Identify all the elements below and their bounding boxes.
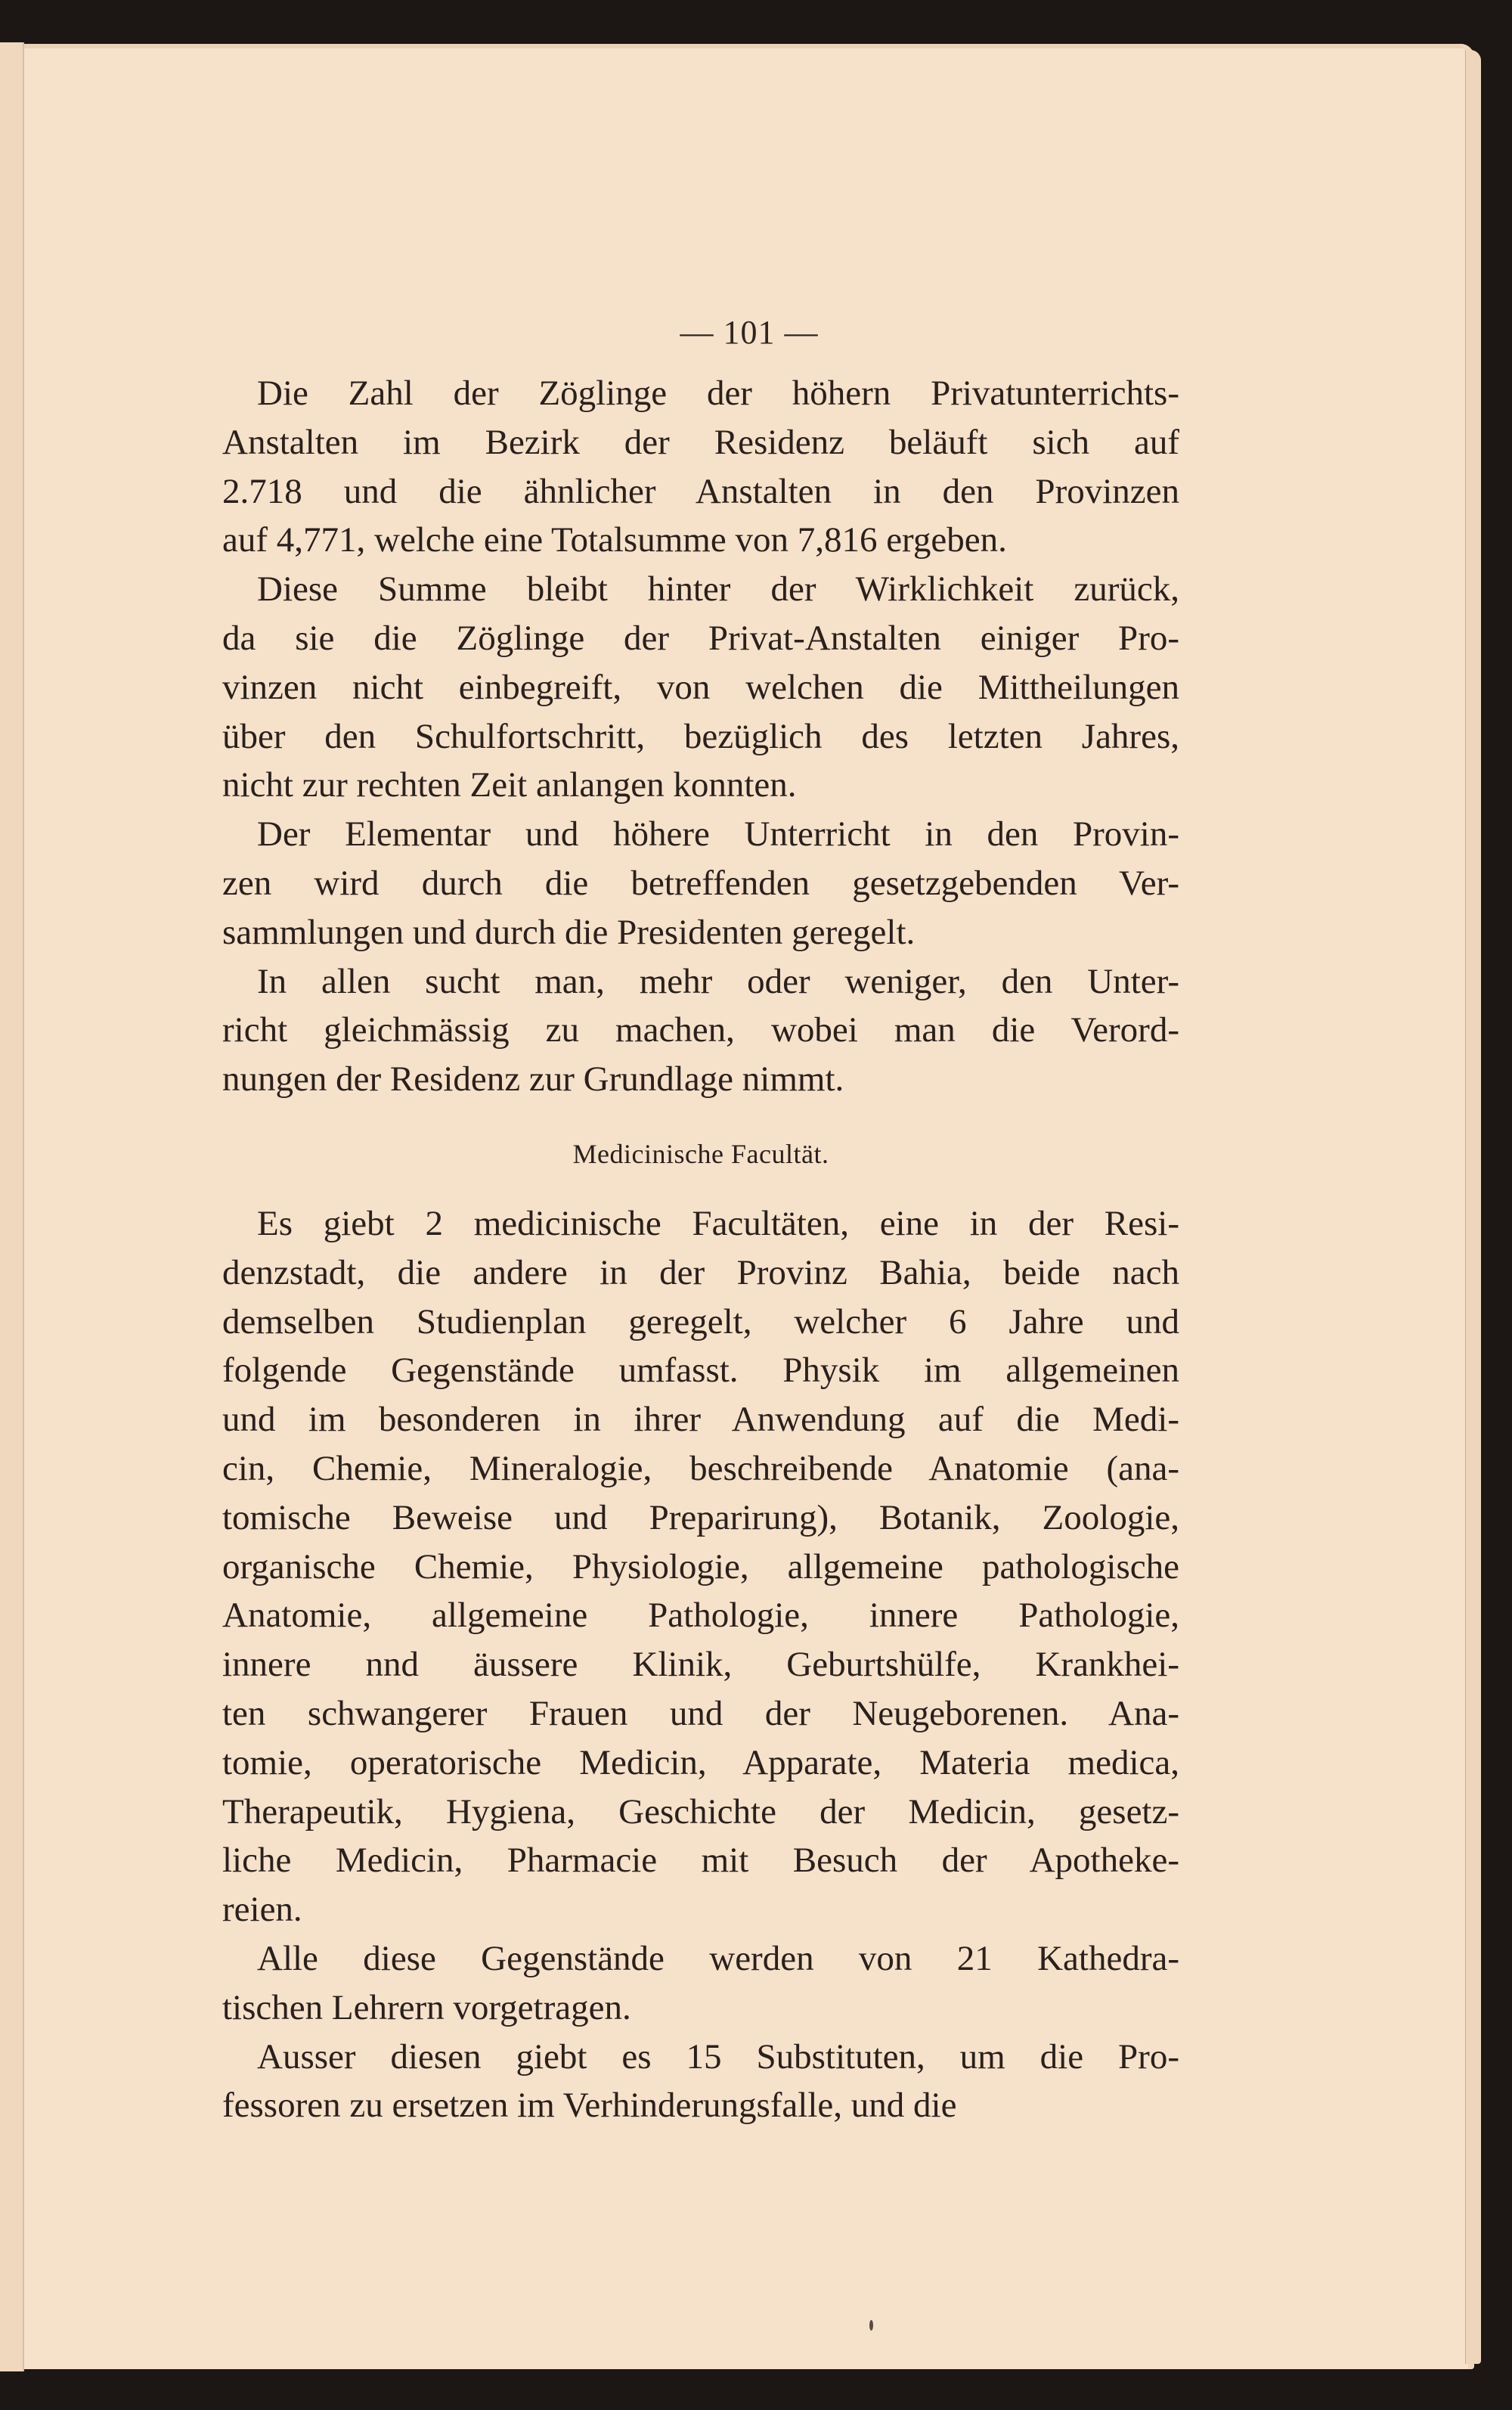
ink-speck: [869, 2320, 873, 2331]
text-line: sammlungen und durch die Presidenten geregelt.: [222, 912, 916, 952]
text-line: Anstalten im Bezirk der Residenz beläuft sich auf: [222, 422, 1179, 462]
paragraph: [222, 1199, 1179, 1934]
body-text: [222, 369, 1179, 2130]
text-line: vinzen nicht einbegreift, von welchen die Mittheilungen: [222, 667, 1179, 707]
text-line: Alle diese Gegenstände werden von 21 Kathedra-: [257, 1938, 1179, 1978]
previous-page-edge: [0, 42, 24, 2371]
text-line: innere nnd äussere Klinik, Geburtshülfe, Krankhei-: [222, 1645, 1179, 1685]
text-line: liche Medicin, Pharmacie mit Besuch der Apotheke-: [222, 1841, 1179, 1881]
text-line: und im besonderen in ihrer Anwendung auf die Medi-: [222, 1400, 1179, 1440]
section-heading: Medicinische Facultät.: [572, 1138, 829, 1169]
text-line: organische Chemie, Physiologie, allgemeine pathologische: [222, 1546, 1179, 1587]
text-line: nicht zur rechten Zeit anlangen konnten.: [222, 765, 797, 805]
text-line: über den Schulfortschritt, bezüglich des letzten Jahres,: [222, 716, 1179, 756]
text-line: Der Elementar und höhere Unterricht in den Provin-: [257, 814, 1179, 855]
paragraph: [222, 2033, 1179, 2131]
text-line: tomie, operatorische Medicin, Apparate, Materia medica,: [222, 1742, 1179, 1782]
paragraph: [222, 810, 1179, 957]
text-line: tischen Lehrern vorgetragen.: [222, 1987, 631, 2027]
paragraphs-after-heading: [222, 1199, 1179, 2130]
paragraph: [222, 565, 1179, 810]
page-number: — 101 —: [680, 314, 819, 351]
text-line: 2.718 und die ähnlicher Anstalten in den Provinzen: [222, 471, 1179, 511]
text-line: Es giebt 2 medicinische Facultäten, eine in der Resi-: [257, 1203, 1179, 1243]
text-line: Diese Summe bleibt hinter der Wirklichkeit zurück,: [257, 569, 1179, 609]
text-line: Therapeutik, Hygiena, Geschichte der Medicin, gesetz-: [222, 1791, 1179, 1832]
page-fore-edge: [1465, 50, 1481, 2364]
book-page: [24, 44, 1474, 2369]
text-line: Die Zahl der Zöglinge der höhern Privatunterrichts-: [257, 374, 1179, 413]
text-line: zen wird durch die betreffenden gesetzgebenden Ver-: [222, 863, 1179, 903]
text-line: tomische Beweise und Preparirung), Botanik, Zoologie,: [222, 1497, 1179, 1537]
text-line: auf 4,771, welche eine Totalsumme von 7,816 ergeben.: [222, 520, 1007, 560]
text-line: cin, Chemie, Mineralogie, beschreibende Anatomie (ana-: [222, 1448, 1179, 1488]
text-line: folgende Gegenstände umfasst. Physik im allgemeinen: [222, 1351, 1179, 1391]
paragraph: [222, 369, 1179, 565]
text-line: denzstadt, die andere in der Provinz Bahia, beide nach: [222, 1252, 1179, 1292]
text-line: fessoren zu ersetzen im Verhinderungsfalle, und die: [222, 2086, 957, 2126]
paragraphs-before-heading: [222, 369, 1179, 1104]
text-line: ten schwangerer Frauen und der Neugeborenen. Ana-: [222, 1693, 1179, 1733]
text-line: Anatomie, allgemeine Pathologie, innere Pathologie,: [222, 1596, 1179, 1636]
text-line: richt gleichmässig zu machen, wobei man die Verord-: [222, 1010, 1179, 1050]
text-line: demselben Studienplan geregelt, welcher 6 Jahre und: [222, 1301, 1179, 1341]
text-line: nungen der Residenz zur Grundlage nimmt.: [222, 1059, 844, 1100]
paragraph: [222, 957, 1179, 1104]
text-line: reien.: [222, 1890, 302, 1930]
text-line: In allen sucht man, mehr oder weniger, den Unter-: [257, 961, 1179, 1001]
paragraph: [222, 1934, 1179, 2033]
text-line: Ausser diesen giebt es 15 Substituten, um die Pro-: [257, 2036, 1179, 2077]
text-line: da sie die Zöglinge der Privat-Anstalten einiger Pro-: [222, 618, 1179, 658]
